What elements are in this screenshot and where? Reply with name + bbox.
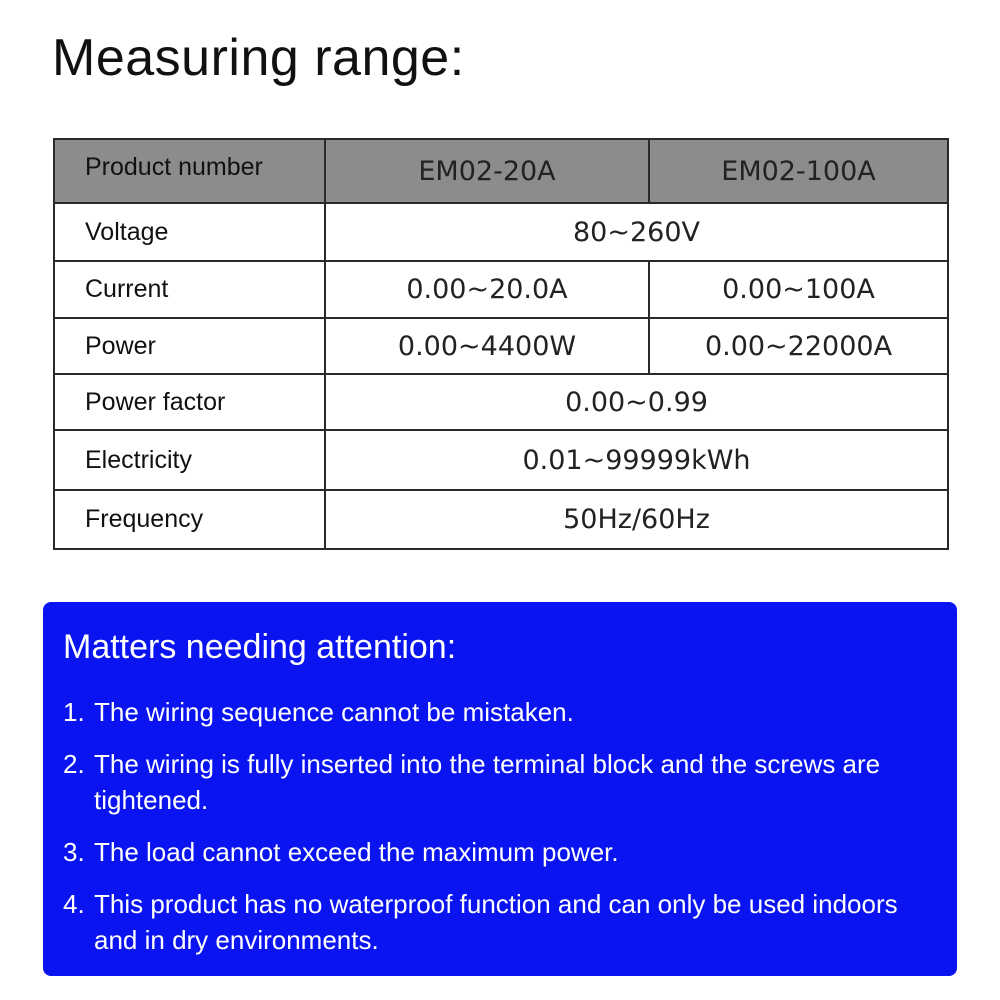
row-label-electricity: Electricity (54, 430, 325, 490)
list-item (63, 746, 943, 818)
row-label-power: Power (54, 318, 325, 374)
row-label-current: Current (54, 261, 325, 318)
table-row (54, 203, 948, 261)
list-item-number: 2. (63, 749, 85, 779)
list-item-number: 4. (63, 889, 85, 919)
list-item (63, 886, 943, 958)
header-model-20a: EM02-20A (325, 139, 649, 203)
frequency-value: 50Hz/60Hz (325, 490, 948, 549)
spec-table (53, 138, 949, 550)
list-item-text: This product has no waterproof function and can only be used indoors and in dry environments. (94, 889, 898, 955)
power-value-100a: 0.00~22000A (649, 318, 948, 374)
list-item-number: 3. (63, 837, 85, 867)
row-label-voltage: Voltage (54, 203, 325, 261)
table-row (54, 374, 948, 430)
power-value-20a: 0.00~4400W (325, 318, 649, 374)
row-label-frequency: Frequency (54, 490, 325, 549)
voltage-value: 80~260V (325, 203, 948, 261)
power-factor-value: 0.00~0.99 (325, 374, 948, 430)
table-row (54, 261, 948, 318)
table-row (54, 490, 948, 549)
list-item-text: The load cannot exceed the maximum power. (94, 837, 619, 867)
list-item (63, 834, 943, 870)
current-value-100a: 0.00~100A (649, 261, 948, 318)
list-item-text: The wiring sequence cannot be mistaken. (94, 697, 574, 727)
attention-list (63, 694, 943, 974)
electricity-value: 0.01~99999kWh (325, 430, 948, 490)
table-row (54, 318, 948, 374)
list-item-number: 1. (63, 697, 85, 727)
row-label-power-factor: Power factor (54, 374, 325, 430)
attention-title: Matters needing attention: (63, 628, 457, 666)
attention-panel (43, 602, 957, 976)
table-row (54, 430, 948, 490)
table-header-row (54, 139, 948, 203)
page-title: Measuring range: (52, 29, 465, 87)
header-label-cell: Product number (54, 139, 325, 203)
list-item-text: The wiring is fully inserted into the terminal block and the screws are tightened. (94, 749, 881, 815)
header-model-100a: EM02-100A (649, 139, 948, 203)
current-value-20a: 0.00~20.0A (325, 261, 649, 318)
list-item (63, 694, 943, 730)
